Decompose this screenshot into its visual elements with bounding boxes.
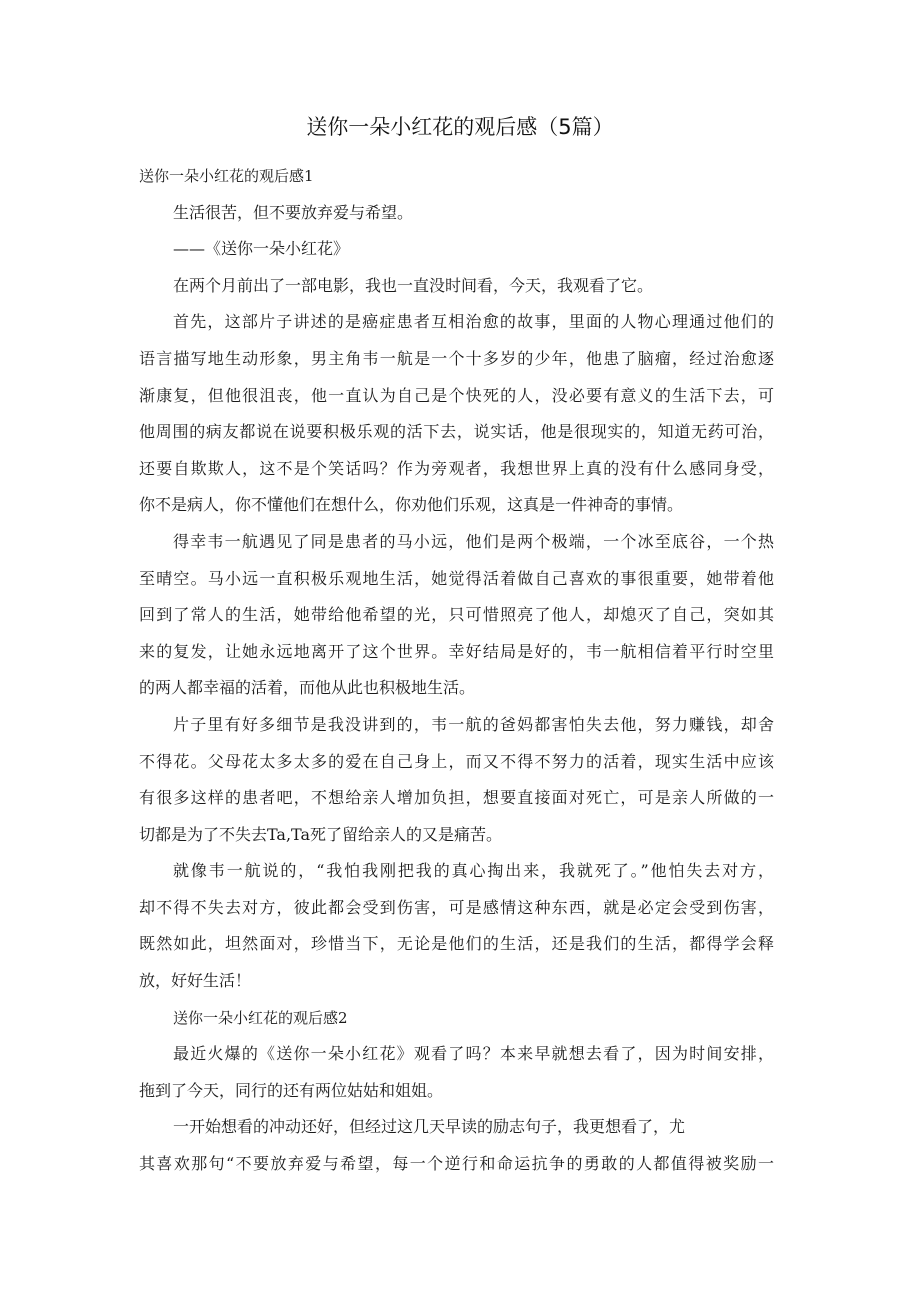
text-line: 还要自欺欺人，这不是个笑话吗？作为旁观者，我想世界上真的没有什么感同身受， xyxy=(139,458,774,478)
text-line: ——《送你一朵小红花》 xyxy=(173,239,350,259)
text-line: 语言描写地生动形象，男主角韦一航是一个十多岁的少年，他患了脑瘤，经过治愈逐 xyxy=(139,348,774,368)
text-line: 片子里有好多细节是我没讲到的，韦一航的爸妈都害怕失去他，努力赚钱，却舍 xyxy=(173,714,774,734)
text-line: 却不得不失去对方，彼此都会受到伤害，可是感情这种东西，就是必定会受到伤害， xyxy=(139,897,774,917)
text-line: 其喜欢那句“不要放弃爱与希望，每一个逆行和命运抗争的勇敢的人都值得被奖励一 xyxy=(139,1154,774,1174)
text-line: 就像韦一航说的，“我怕我刚把我的真心掏出来，我就死了。”他怕失去对方， xyxy=(173,861,774,881)
text-line: 回到了常人的生活，她带给他希望的光，只可惜照亮了他人，却熄灭了自己，突如其 xyxy=(139,605,774,625)
text-line: 一开始想看的冲动还好，但经过这几天早读的励志句子，我更想看了，尤 xyxy=(173,1117,686,1137)
text-line: 渐康复，但他很沮丧，他一直认为自己是个快死的人，没必要有意义的生活下去，可 xyxy=(139,385,774,405)
text-line: 得幸韦一航遇见了同是患者的马小远，他们是两个极端，一个冰至底谷，一个热 xyxy=(173,531,774,551)
text-line: 生活很苦，但不要放弃爱与希望。 xyxy=(173,202,414,222)
document-title: 送你一朵小红花的观后感（5篇） xyxy=(306,115,614,139)
text-line: 放，好好生活！ xyxy=(139,971,252,991)
text-line: 的两人都幸福的活着，而他从此也积极地生活。 xyxy=(139,678,476,698)
section-heading: 送你一朵小红花的观后感1 xyxy=(139,167,314,185)
text-line: 在两个月前出了一部电影，我也一直没时间看，今天，我观看了它。 xyxy=(173,275,654,295)
text-line: 拖到了今天，同行的还有两位姑姑和姐姐。 xyxy=(139,1080,444,1100)
text-line: 首先，这部片子讲述的是癌症患者互相治愈的故事，里面的人物心理通过他们的 xyxy=(173,312,774,332)
text-line: 他周围的病友都说在说要积极乐观的活下去，说实话，他是很现实的，知道无药可治， xyxy=(139,422,774,442)
text-line: 你不是病人，你不懂他们在想什么，你劝他们乐观，这真是一件神奇的事情。 xyxy=(139,495,684,515)
text-line: 最近火爆的《送你一朵小红花》观看了吗？本来早就想去看了，因为时间安排， xyxy=(173,1044,774,1064)
text-line: 切都是为了不失去Ta,Ta死了留给亲人的又是痛苦。 xyxy=(139,824,503,844)
text-line: 不得花。父母花太多太多的爱在自己身上，而又不得不努力的活着，现实生活中应该 xyxy=(139,751,774,771)
text-line: 既然如此，坦然面对，珍惜当下，无论是他们的生活，还是我们的生活，都得学会释 xyxy=(139,934,774,954)
document-body xyxy=(139,158,774,1183)
section-heading: 送你一朵小红花的观后感2 xyxy=(173,1008,348,1027)
text-line: 至晴空。马小远一直积极乐观地生活，她觉得活着做自己喜欢的事很重要，她带着他 xyxy=(139,568,774,588)
text-line: 来的复发，让她永远地离开了这个世界。幸好结局是好的，韦一航相信着平行时空里 xyxy=(139,641,774,661)
text-line: 有很多这样的患者吧，不想给亲人增加负担，想要直接面对死亡，可是亲人所做的一 xyxy=(139,788,774,808)
